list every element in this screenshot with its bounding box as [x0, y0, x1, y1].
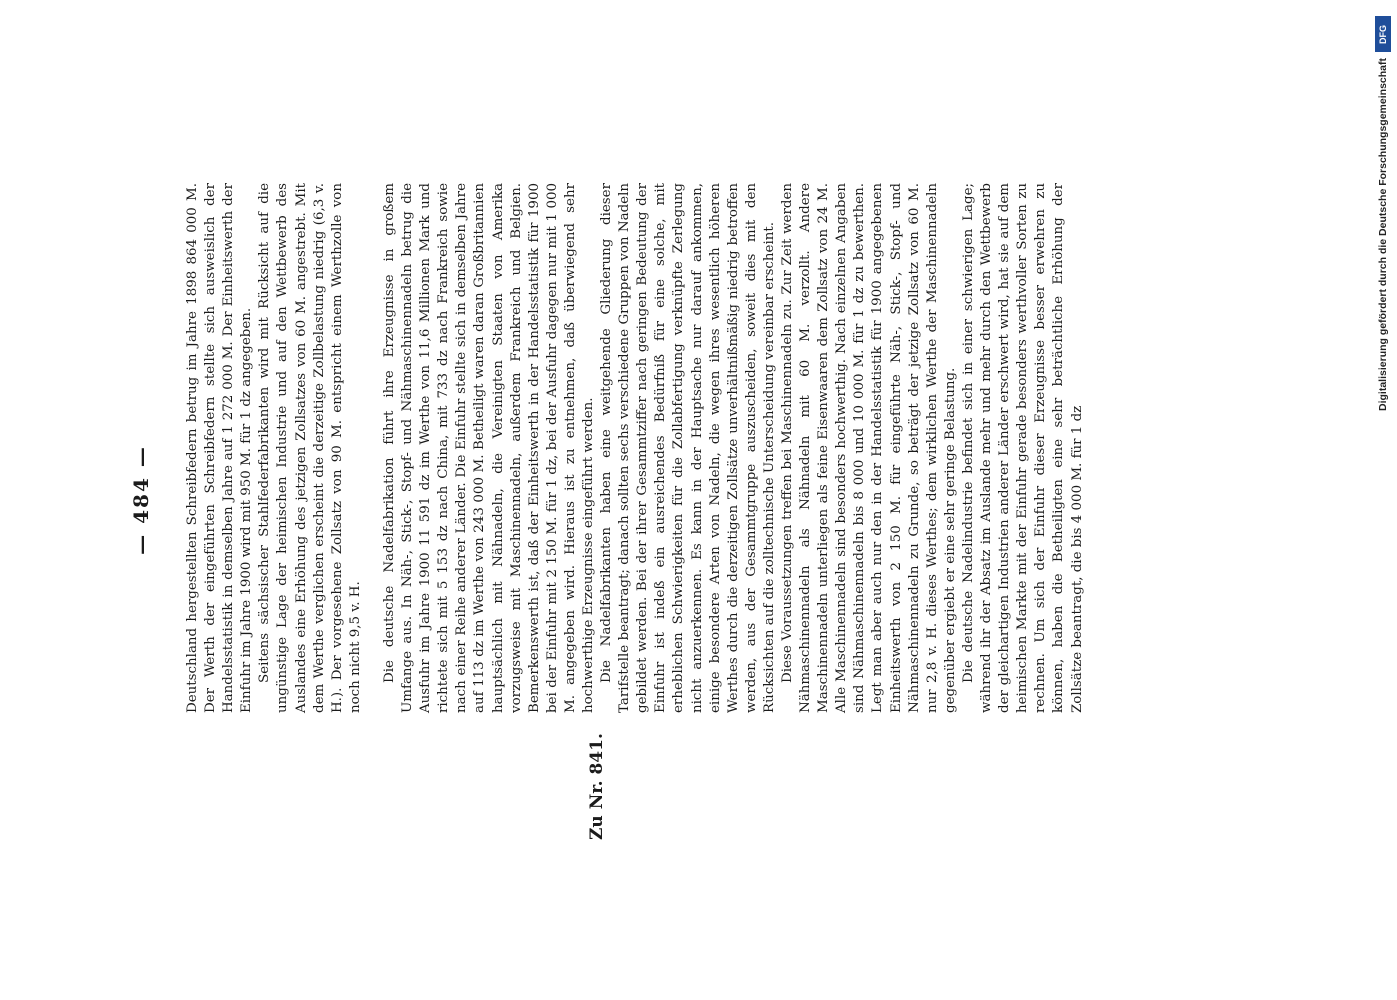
dfg-logo [1375, 16, 1391, 52]
paragraph-5: Diese Voraussetzungen treffen bei Maschinennadeln zu. Zur Zeit werden Nähmaschinennadeln als Nähnadeln mit 60 M. verzollt. Andere Maschinennadeln unterliegen als feine Eisenwaaren dem Zollsatz von 24 M. Alle Maschinennadeln sind besonders hochwerthig. Nach einzelnen Angaben sind Nähmaschinennadeln bis 8 000 und 10 000 M. für 1 dz zu bewerthen. Legt man aber auch nur den in der Handelsstatistik für 1900 angegebenen Einheitswerth von 2 150 M. für eingeführte Näh-, Stick-, Stopf- und Nähmaschinennadeln zu Grunde, so beträgt der jetzige Zollsatz von 60 M. nur 2,8 v. H. dieses Werthes; dem wirklichen Werthe der Maschinennadeln gegenüber ergiebt er eine sehr geringe Belastung. [779, 183, 958, 713]
paragraph-3: Die deutsche Nadelfabrikation führt ihre Erzeugnisse in großem Umfange aus. In Näh-, Stick-, Stopf- und Nähmaschinennadeln betrug die Ausfuhr im Jahre 1900 11 591 dz im Werthe von 11,6 Millionen Mark und richtete sich mit 5 153 dz nach China, mit 733 dz nach Frankreich sowie nach einer Reihe anderer Länder. Die Einfuhr stellte sich in demselben Jahre auf 113 dz im Werthe von 243 000 M. Betheiligt waren daran Großbritannien hauptsächlich mit Nähnadeln, die Vereinigten Staaten von Amerika vorzugsweise mit Maschinennadeln, außerdem Frankreich und Belgien. Bemerkenswerth ist, daß der Einheitswerth in der Handelsstatistik für 1900 bei der Einfuhr mit 2 150 M. für 1 dz, bei der Ausfuhr dagegen nur mit 1 000 M. angegeben wird. Hieraus ist zu entnehmen, daß überwiegend sehr hochwerthige Erzeugnisse eingeführt werden. [381, 183, 596, 713]
credit-text: Digitalisierung gefördert durch die Deutsche Forschungsgemeinschaft [1377, 58, 1389, 411]
text-column [184, 183, 1087, 713]
rotated-document-page [119, 150, 1279, 850]
digitization-credit [1374, 16, 1392, 836]
paragraph-4: Die Nadelfabrikanten haben eine weitgehende Gliederung dieser Tarifstelle beantragt; danach sollten sechs verschiedene Gruppen von Nadeln gebildet werden. Bei der ihrer Gesammtziffer nach geringen Bedeutung der Einfuhr ist indeß ein ausreichendes Bedürfniß für eine solche, mit erheblichen Schwierigkeiten für die Zollabfertigung verknüpfte Zerlegung nicht anzuerkennen. Es kann in der Hauptsache nur darauf ankommen, einige besondere Arten von Nadeln, die wegen ihres wesentlich höheren Werthes durch die derzeitigen Zollsätze unverhältnißmäßig niedrig betroffen werden, aus der Gesammtgruppe auszuscheiden, soweit dies mit den Rücksichten auf die zolltechnische Unterscheidung vereinbar erscheint. [598, 183, 777, 713]
dfg-logo-text: DFG [1378, 24, 1388, 44]
margin-reference: Zu Nr. 841. [586, 733, 607, 840]
paragraph-1: Deutschland hergestellten Schreibfedern betrug im Jahre 1898 864 000 M. Der Werth der eingeführten Schreibfedern stellte sich ausweislich der Handelsstatistik in demselben Jahre auf 1 272 000 M. Der Einheitswerth der Einfuhr im Jahre 1900 wird mit 950 M. für 1 dz angegeben. [184, 183, 254, 713]
paragraph-6: Die deutsche Nadelindustrie befindet sich in einer schwierigen Lage; während ihr der Absatz im Auslande mehr und mehr durch den Wettbewerb der gleichartigen Industrien anderer Länder erschwert wird, hat sie auf dem heimischen Markte mit der Einfuhr gerade besonders werthvoller Sorten zu rechnen. Um sich der Einfuhr dieser Erzeugnisse besser erwehren zu können, haben die Betheiligten eine sehr beträchtliche Erhöhung der Zollsätze beantragt, die bis 4 000 M. für 1 dz [960, 183, 1084, 713]
paragraph-2: Seitens sächsischer Stahlfederfabrikanten wird mit Rücksicht auf die ungünstige Lage der heimischen Industrie und auf den Wettbewerb des Auslandes eine Erhöhung des jetzigen Zollsatzes von 60 M. angestrebt. Mit dem Werthe verglichen erscheint die derzeitige Zollbelastung niedrig (6,3 v. H.). Der vorgesehene Zollsatz von 90 M. entspricht einem Werthzolle von noch nicht 9,5 v. H. [256, 183, 363, 713]
page-number: — 484 — [128, 445, 153, 555]
